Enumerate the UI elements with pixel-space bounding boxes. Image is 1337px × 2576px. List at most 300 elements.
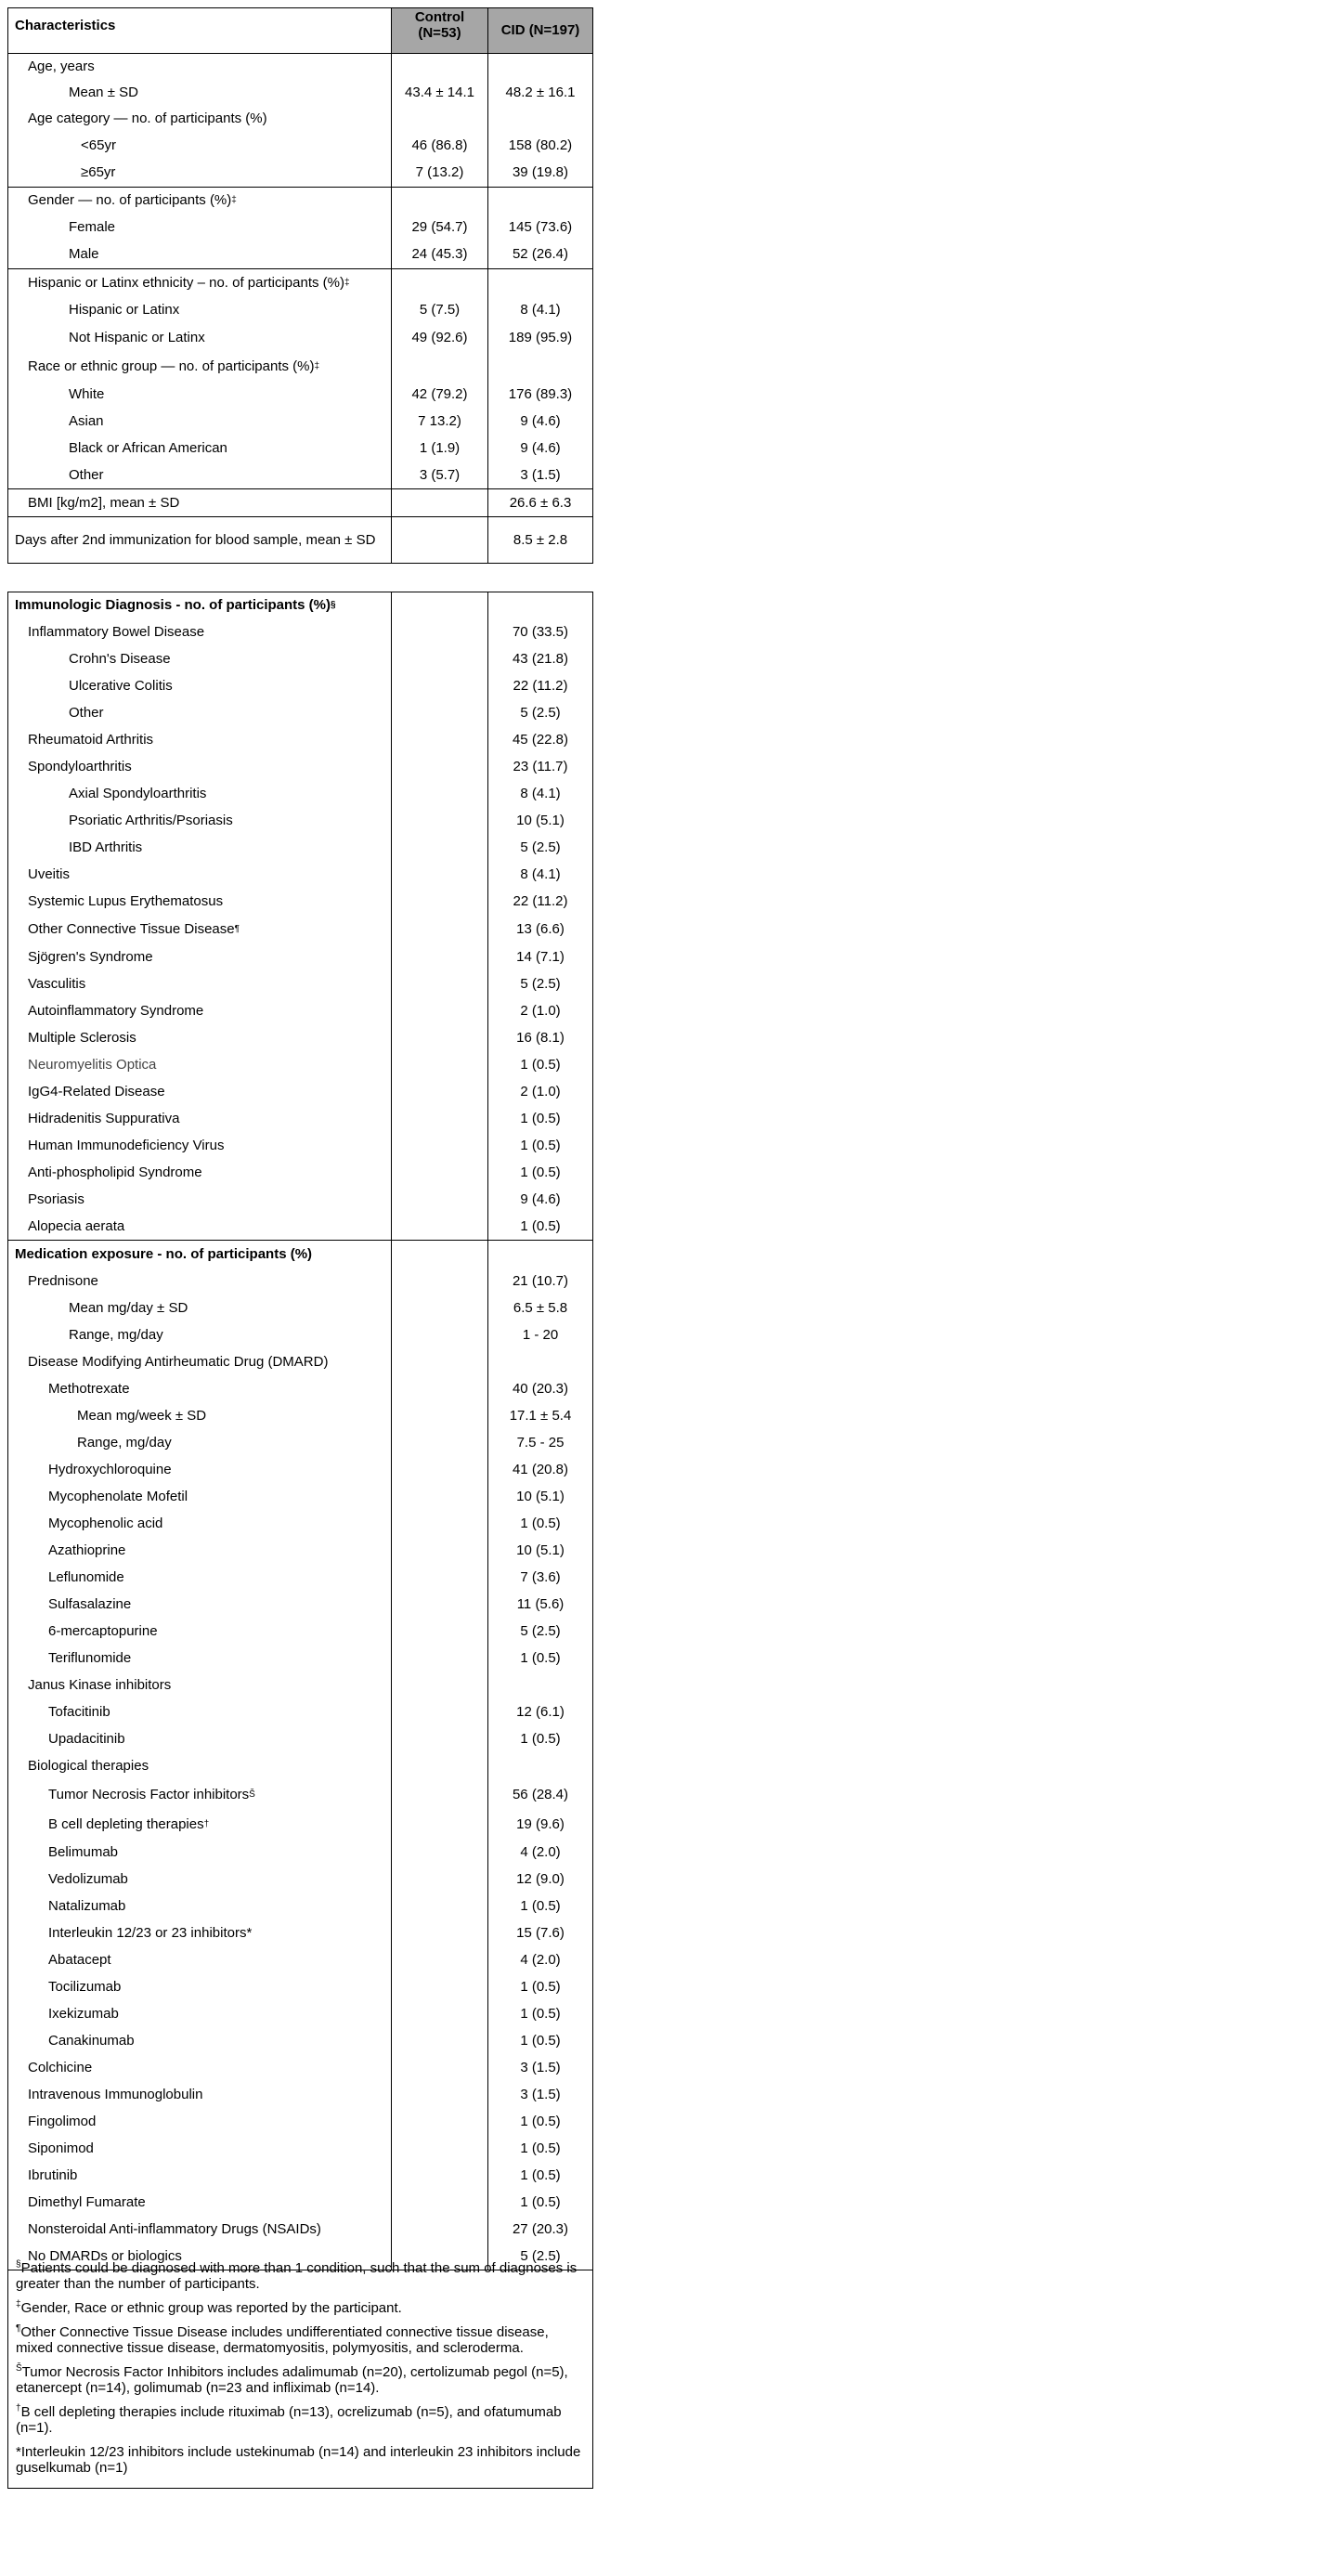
row-label (8, 435, 392, 462)
cid-value: 7.5 - 25 (516, 1434, 565, 1451)
control-value (392, 2081, 488, 2108)
row-label (8, 2216, 392, 2243)
row-label (8, 997, 392, 1024)
cid-value: 40 (20.3) (512, 1380, 569, 1397)
control-value: 24 (45.3) (392, 241, 488, 268)
row-label-text: Ulcerative Colitis (69, 677, 173, 694)
control-value: 42 (79.2) (392, 381, 488, 408)
cid-value: 1 (0.5) (520, 2032, 561, 2049)
row-label (8, 106, 392, 132)
table-row (8, 1893, 592, 1919)
row-label-text: IgG4-Related Disease (28, 1083, 165, 1099)
row-label-text: B cell depleting therapies (48, 1815, 204, 1832)
table-row (8, 1866, 592, 1893)
row-label (8, 408, 392, 435)
header-characteristics: Characteristics (8, 8, 392, 53)
row-label (8, 1483, 392, 1510)
table-row (8, 296, 592, 323)
row-label (8, 1510, 392, 1537)
control-value (392, 834, 488, 861)
table-row (8, 516, 592, 563)
control-value (392, 1105, 488, 1132)
control-value (392, 2054, 488, 2081)
row-label: B cell depleting therapies † (8, 1810, 392, 1839)
footnote-text: Gender, Race or ethnic group was reported by the participant. (20, 2300, 402, 2316)
header-control: Control (N=53) (392, 8, 488, 53)
cid-value: 1 (0.5) (520, 2193, 561, 2210)
table-row (8, 1402, 592, 1429)
row-label-text: Janus Kinase inhibitors (28, 1676, 172, 1693)
row-label (8, 943, 392, 970)
row-label-text: Human Immunodeficiency Virus (28, 1137, 225, 1153)
cid-value: 56 (28.4) (512, 1786, 569, 1802)
control-value (392, 1024, 488, 1051)
row-label-text: Methotrexate (48, 1380, 130, 1397)
control-value (392, 888, 488, 915)
row-label-text: Other (69, 704, 104, 721)
cid-value: 2 (1.0) (520, 1083, 561, 1099)
row-label-text: Asian (69, 412, 104, 429)
row-label-text: Mean mg/day ± SD (69, 1299, 188, 1316)
footnotes (7, 2255, 593, 2489)
cid-value: 1 (0.5) (520, 1978, 561, 1995)
control-value (392, 269, 488, 296)
row-label (8, 159, 392, 187)
row-label (8, 1564, 392, 1591)
cid-value: 1 (0.5) (520, 2005, 561, 2022)
cid-value: 11 (5.6) (516, 1595, 565, 1612)
cid-value: 1 (0.5) (520, 1164, 561, 1180)
row-label-text: Not Hispanic or Latinx (69, 330, 205, 345)
table-row (8, 1348, 592, 1375)
footnote-text: B cell depleting therapies include rituximab (n=13), ocrelizumab (n=5), and ofatumumab (n=1). (16, 2404, 562, 2436)
cid-value: 16 (8.1) (516, 1029, 565, 1046)
table-row (8, 1051, 592, 1078)
control-value (392, 618, 488, 645)
characteristics-table (7, 7, 593, 564)
control-value (392, 1725, 488, 1752)
row-label: Immunologic Diagnosis - no. of participants (%) § (8, 592, 392, 618)
row-label (8, 1024, 392, 1051)
table-row (8, 1429, 592, 1456)
control-value (392, 1375, 488, 1402)
footnote (16, 2324, 585, 2356)
cid-value: 5 (2.5) (520, 839, 561, 855)
cid-value: 14 (7.1) (516, 948, 565, 965)
cid-value: 1 (0.5) (520, 2140, 561, 2156)
control-value (392, 1241, 488, 1268)
cid-value: 1 (0.5) (520, 1730, 561, 1747)
cid-value: 10 (5.1) (516, 1542, 565, 1558)
control-value (392, 1752, 488, 1779)
row-label (8, 2054, 392, 2081)
control-value (392, 726, 488, 753)
footnote-text: Tumor Necrosis Factor Inhibitors includes adalimumab (n=20), certolizumab pegol (n=5), etanercept (n=14), golimumab (n=23 and infliximab (n=14). (16, 2364, 568, 2396)
table-row (8, 1295, 592, 1321)
table-row (8, 1510, 592, 1537)
table-row (8, 1779, 592, 1810)
control-value (392, 106, 488, 132)
cid-value: 1 (0.5) (520, 1217, 561, 1234)
control-value: 1 (1.9) (392, 435, 488, 462)
row-label: Other Connective Tissue Disease ¶ (8, 915, 392, 943)
row-label (8, 2162, 392, 2189)
control-value: 43.4 ± 14.1 (392, 79, 488, 106)
table-row (8, 1752, 592, 1779)
table-row (8, 807, 592, 834)
table-row (8, 353, 592, 381)
row-label-text: Mean ± SD (69, 84, 138, 100)
diagnosis-medication-table (7, 592, 593, 2270)
row-label-text: ≥65yr (81, 164, 116, 180)
row-label (8, 1268, 392, 1295)
control-value (392, 1456, 488, 1483)
row-label (8, 1973, 392, 2000)
table-row (8, 2216, 592, 2243)
row-label (8, 517, 392, 563)
control-value (392, 1510, 488, 1537)
cid-value (488, 269, 592, 296)
cid-value: 8.5 ± 2.8 (513, 531, 568, 548)
table-row (8, 1483, 592, 1510)
cid-value: 13 (6.6) (516, 920, 565, 937)
table-row (8, 1946, 592, 1973)
cid-value: 1 (0.5) (520, 1515, 561, 1531)
row-label-text: Range, mg/day (77, 1434, 172, 1451)
row-label-text: Systemic Lupus Erythematosus (28, 892, 224, 909)
control-value (392, 1186, 488, 1213)
cid-value: 176 (89.3) (508, 385, 573, 402)
control-value: 3 (5.7) (392, 462, 488, 488)
cid-value: 45 (22.8) (512, 731, 569, 748)
row-label-text: Intravenous Immunoglobulin (28, 2086, 203, 2102)
row-label-text: <65yr (81, 137, 116, 153)
row-label-text: Other Connective Tissue Disease (28, 920, 235, 937)
control-value (392, 1919, 488, 1946)
table-row (8, 1672, 592, 1698)
control-value (392, 1866, 488, 1893)
row-label (8, 79, 392, 106)
control-value (392, 188, 488, 214)
table-row (8, 268, 592, 296)
table-row (8, 753, 592, 780)
row-label (8, 1591, 392, 1618)
row-label-text: IBD Arthritis (69, 839, 143, 855)
row-label-text: Tofacitinib (48, 1703, 110, 1720)
row-label-text: Gender — no. of participants (%) (28, 192, 232, 208)
row-label-text: Mean mg/week ± SD (77, 1407, 207, 1424)
control-value: 7 13.2) (392, 408, 488, 435)
row-label-text: Sulfasalazine (48, 1595, 132, 1612)
row-label-text: Days after 2nd immunization for blood sample, mean ± SD (15, 531, 376, 548)
cid-value: 41 (20.8) (512, 1461, 569, 1477)
control-value (392, 1564, 488, 1591)
table-row (8, 79, 592, 106)
row-label-text: Rheumatoid Arthritis (28, 731, 154, 748)
table-row (8, 2135, 592, 2162)
footnote (16, 2444, 585, 2476)
row-label (8, 1241, 392, 1268)
row-label (8, 1618, 392, 1645)
row-label-text: Mycophenolic acid (48, 1515, 163, 1531)
cid-value: 3 (1.5) (520, 2059, 561, 2075)
row-label: Hispanic or Latinx ethnicity – no. of participants (%) ‡ (8, 269, 392, 296)
table-row (8, 2027, 592, 2054)
cid-value: 1 (0.5) (520, 2113, 561, 2129)
row-label: Tumor Necrosis Factor inhibitors Š (8, 1779, 392, 1810)
cid-value: 9 (4.6) (520, 412, 561, 429)
row-label-text: Mycophenolate Mofetil (48, 1488, 188, 1504)
row-label-text: Female (69, 218, 116, 235)
control-value (392, 1295, 488, 1321)
row-label (8, 1321, 392, 1348)
row-label-text: Neuromyelitis Optica (28, 1056, 157, 1073)
control-value (392, 2162, 488, 2189)
cid-value: 9 (4.6) (520, 439, 561, 456)
table-row (8, 241, 592, 268)
cid-value (488, 106, 592, 132)
row-label-text: Ibrutinib (28, 2166, 78, 2183)
table-row (8, 1240, 592, 1268)
header-cid: CID (N=197) (488, 8, 592, 53)
table-row (8, 1725, 592, 1752)
table-row (8, 861, 592, 888)
control-value: 29 (54.7) (392, 214, 488, 241)
footnote-symbol: ¶ (16, 2323, 21, 2334)
row-label-text: Leflunomide (48, 1568, 124, 1585)
control-value (392, 699, 488, 726)
table-row (8, 408, 592, 435)
table-row (8, 462, 592, 488)
table-row (8, 645, 592, 672)
table-row (8, 187, 592, 214)
row-label-text: Interleukin 12/23 or 23 inhibitors* (48, 1924, 253, 1941)
row-label (8, 1132, 392, 1159)
footnote (16, 2404, 585, 2436)
row-label-text: No DMARDs or biologics (28, 2247, 182, 2264)
row-label (8, 1946, 392, 1973)
row-label (8, 214, 392, 241)
row-label (8, 296, 392, 323)
table-row (8, 1698, 592, 1725)
control-value (392, 1268, 488, 1295)
table-row (8, 1564, 592, 1591)
row-label (8, 888, 392, 915)
table-row (8, 1132, 592, 1159)
table-row (8, 1024, 592, 1051)
control-value (392, 2189, 488, 2216)
control-value (392, 1591, 488, 1618)
table-row (8, 2000, 592, 2027)
control-value: 5 (7.5) (392, 296, 488, 323)
row-label-text: Alopecia aerata (28, 1217, 125, 1234)
row-label (8, 1645, 392, 1672)
cid-value: 3 (1.5) (520, 2086, 561, 2102)
row-label-text: Medication exposure - no. of participants (%) (15, 1245, 313, 1262)
control-value (392, 1973, 488, 2000)
row-label-text: Azathioprine (48, 1542, 126, 1558)
table-row (8, 2162, 592, 2189)
cid-value: 27 (20.3) (512, 2220, 569, 2237)
cid-value: 4 (2.0) (520, 1951, 561, 1968)
cid-value: 189 (95.9) (508, 330, 573, 345)
row-label-text: Biological therapies (28, 1757, 149, 1774)
table-row (8, 1645, 592, 1672)
row-label (8, 1919, 392, 1946)
row-label-text: Autoinflammatory Syndrome (28, 1002, 204, 1019)
cid-value: 43 (21.8) (512, 650, 569, 667)
row-label-text: Anti-phospholipid Syndrome (28, 1164, 202, 1180)
cid-value: 1 (0.5) (520, 1110, 561, 1126)
row-label (8, 1348, 392, 1375)
row-label-text: Nonsteroidal Anti-inflammatory Drugs (NSAIDs) (28, 2220, 321, 2237)
row-label (8, 1866, 392, 1893)
table-row (8, 1105, 592, 1132)
cid-value (488, 188, 592, 214)
control-value (392, 1893, 488, 1919)
row-label-text: Axial Spondyloarthritis (69, 785, 207, 801)
control-value (392, 2135, 488, 2162)
table-row (8, 1810, 592, 1839)
table-row (8, 943, 592, 970)
table-row (8, 726, 592, 753)
row-label (8, 970, 392, 997)
cid-value: 2 (1.0) (520, 1002, 561, 1019)
control-value (392, 1645, 488, 1672)
control-value (392, 672, 488, 699)
table-row (8, 1973, 592, 2000)
row-label (8, 2108, 392, 2135)
table-row (8, 1321, 592, 1348)
footnote (16, 2300, 585, 2316)
row-label-text: Immunologic Diagnosis - no. of participants (%) (15, 597, 331, 613)
cid-value: 5 (2.5) (520, 704, 561, 721)
row-label-text: Tumor Necrosis Factor inhibitors (48, 1786, 250, 1802)
control-value (392, 1672, 488, 1698)
row-label-text: Tocilizumab (48, 1978, 122, 1995)
row-label (8, 807, 392, 834)
cid-value: 158 (80.2) (508, 137, 573, 153)
control-value (392, 861, 488, 888)
row-label (8, 861, 392, 888)
table-row (8, 2108, 592, 2135)
table-row (8, 2054, 592, 2081)
table-row (8, 699, 592, 726)
table-row (8, 915, 592, 943)
row-label (8, 2081, 392, 2108)
table-row (8, 1919, 592, 1946)
cid-value: 70 (33.5) (512, 623, 569, 640)
control-value (392, 645, 488, 672)
table-row (8, 2081, 592, 2108)
table-row (8, 435, 592, 462)
row-label-text: Ixekizumab (48, 2005, 119, 2022)
table-row (8, 106, 592, 132)
row-label (8, 1725, 392, 1752)
cid-value: 7 (3.6) (520, 1568, 561, 1585)
characteristics-table-body (8, 53, 592, 563)
control-value (392, 2027, 488, 2054)
control-value (392, 807, 488, 834)
footnote-text: Patients could be diagnosed with more than 1 condition, such that the sum of diagnoses is greater than the number of participants. (16, 2260, 578, 2292)
row-label-text: Sjögren's Syndrome (28, 948, 153, 965)
table-row (8, 1591, 592, 1618)
row-label (8, 1375, 392, 1402)
row-label (8, 1295, 392, 1321)
footnote-symbol: Š (16, 2363, 22, 2374)
row-label-text: Vasculitis (28, 975, 86, 992)
row-label (8, 489, 392, 516)
row-label (8, 699, 392, 726)
row-label-text: Inflammatory Bowel Disease (28, 623, 205, 640)
row-label-text: Dimethyl Fumarate (28, 2193, 146, 2210)
control-value (392, 353, 488, 381)
row-label-text: Siponimod (28, 2140, 94, 2156)
row-label (8, 753, 392, 780)
table-row (8, 888, 592, 915)
table-header-row (8, 8, 592, 53)
cid-value: 9 (4.6) (520, 1190, 561, 1207)
cid-value: 1 (0.5) (520, 2166, 561, 2183)
row-label (8, 462, 392, 488)
row-label (8, 1839, 392, 1866)
row-label-text: Black or African American (69, 439, 227, 456)
control-value (392, 517, 488, 563)
cid-value: 1 (0.5) (520, 1649, 561, 1666)
row-label-text: Hidradenitis Suppurativa (28, 1110, 180, 1126)
table-row (8, 834, 592, 861)
cid-value: 19 (9.6) (516, 1815, 565, 1832)
table-row (8, 1159, 592, 1186)
row-label-text: Spondyloarthritis (28, 758, 132, 774)
row-label (8, 726, 392, 753)
row-label: Gender — no. of participants (%) ‡ (8, 188, 392, 214)
row-label (8, 1537, 392, 1564)
row-label-text: Crohn's Disease (69, 650, 171, 667)
cid-value: 26.6 ± 6.3 (509, 494, 572, 511)
cid-value: 6.5 ± 5.8 (513, 1299, 568, 1316)
cid-value (488, 1241, 592, 1268)
row-label-text: Age, years (28, 58, 95, 74)
row-label (8, 241, 392, 268)
row-label-text: Abatacept (48, 1951, 111, 1968)
control-value (392, 943, 488, 970)
table-row (8, 1839, 592, 1866)
control-value (392, 1618, 488, 1645)
row-label-text: Age category — no. of participants (%) (28, 111, 267, 126)
row-label (8, 1105, 392, 1132)
row-label (8, 1698, 392, 1725)
row-label-text: Disease Modifying Antirheumatic Drug (DMARD) (28, 1353, 329, 1370)
cid-value: 1 (0.5) (520, 1897, 561, 1914)
row-label (8, 1078, 392, 1105)
cid-value: 8 (4.1) (520, 865, 561, 882)
table-row (8, 1375, 592, 1402)
control-value (392, 2216, 488, 2243)
control-value: 49 (92.6) (392, 323, 488, 353)
cid-value: 39 (19.8) (512, 164, 569, 180)
cid-value: 10 (5.1) (516, 1488, 565, 1504)
control-value (392, 1321, 488, 1348)
table-row (8, 1618, 592, 1645)
cid-value (488, 1348, 592, 1375)
control-value (392, 54, 488, 79)
row-label (8, 1186, 392, 1213)
table-row (8, 488, 592, 516)
table-row (8, 323, 592, 353)
cid-value: 21 (10.7) (512, 1272, 569, 1289)
row-label-text: Colchicine (28, 2059, 93, 2075)
